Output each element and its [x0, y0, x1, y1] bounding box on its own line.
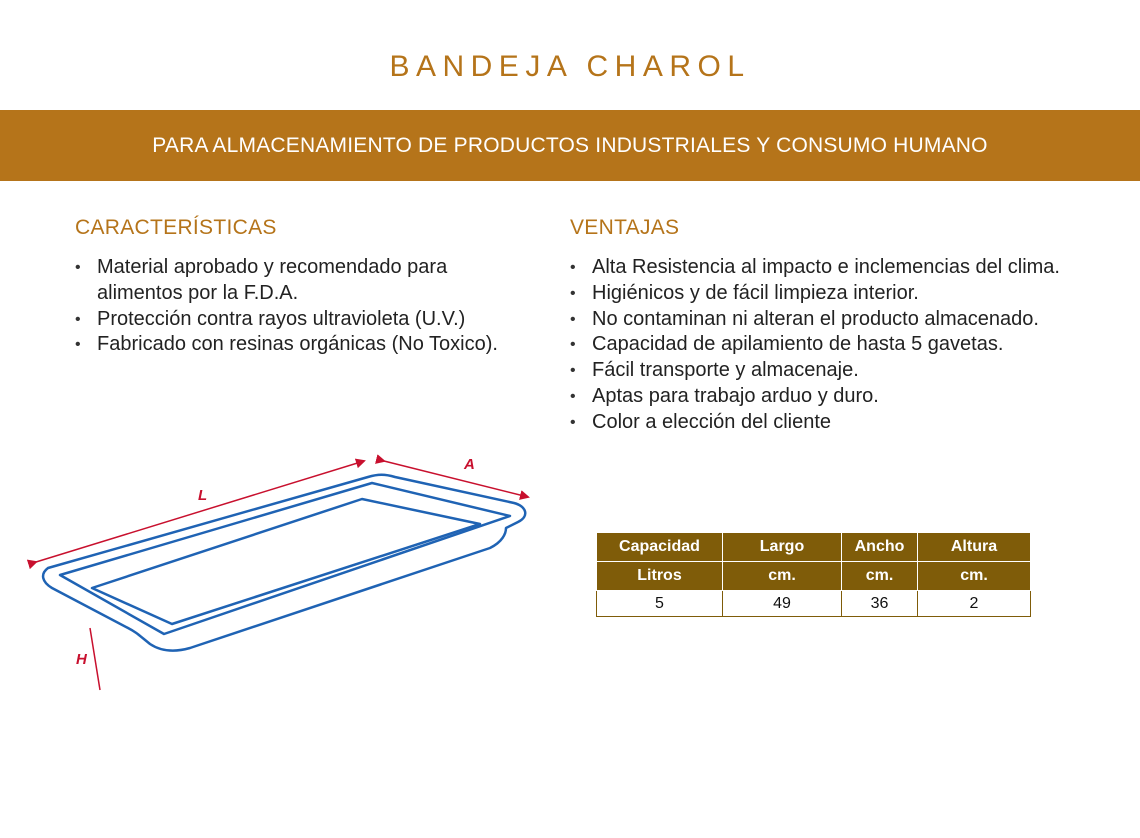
- length-label: L: [198, 487, 208, 504]
- value-cell: 49: [723, 591, 842, 617]
- tray-rim-inner: [60, 483, 510, 634]
- caracteristicas-heading: CARACTERÍSTICAS: [75, 216, 277, 239]
- height-label: H: [76, 651, 87, 668]
- table-units-row: [597, 562, 1031, 591]
- list-item: • Alta Resistencia al impacto e inclemencias del clima.: [570, 255, 1090, 281]
- header-cell: Largo: [723, 533, 842, 562]
- banner-text: PARA ALMACENAMIENTO DE PRODUCTOS INDUSTRIALES Y CONSUMO HUMANO: [152, 133, 988, 157]
- caracteristicas-list: [75, 255, 535, 358]
- list-item: • Aptas para trabajo arduo y duro.: [570, 384, 1090, 410]
- unit-cell: cm.: [918, 562, 1031, 591]
- header-cell: Altura: [918, 533, 1031, 562]
- table-row: [597, 591, 1031, 617]
- list-item: • Fácil transporte y almacenaje.: [570, 358, 1090, 384]
- tray-diagram: [0, 440, 560, 700]
- list-item: • No contaminan ni alteran el producto almacenado.: [570, 307, 1090, 333]
- ventajas-list: [570, 255, 1090, 436]
- ventajas-heading: VENTAJAS: [570, 216, 680, 239]
- list-item: • Capacidad de apilamiento de hasta 5 gavetas.: [570, 332, 1090, 358]
- value-cell: 5: [597, 591, 723, 617]
- unit-cell: cm.: [842, 562, 918, 591]
- tray-outline: [43, 475, 525, 651]
- list-item: • Fabricado con resinas orgánicas (No Toxico).: [75, 332, 535, 358]
- value-cell: 2: [918, 591, 1031, 617]
- length-arrow: [36, 461, 364, 562]
- unit-cell: cm.: [723, 562, 842, 591]
- list-item: • Protección contra rayos ultravioleta (U.V.): [75, 307, 535, 333]
- height-line: [90, 628, 100, 690]
- specs-table: [596, 532, 1031, 617]
- page-title: BANDEJA CHAROL: [389, 50, 751, 83]
- list-item: • Material aprobado y recomendado para alimentos por la F.D.A.: [75, 255, 535, 307]
- header-cell: Capacidad: [597, 533, 723, 562]
- list-item: • Higiénicos y de fácil limpieza interior.: [570, 281, 1090, 307]
- subtitle-banner: [0, 110, 1140, 181]
- list-item: • Color a elección del cliente: [570, 410, 1090, 436]
- header-cell: Ancho: [842, 533, 918, 562]
- unit-cell: Litros: [597, 562, 723, 591]
- width-label: A: [464, 456, 475, 473]
- table-header-row: [597, 533, 1031, 562]
- tray-basin: [92, 499, 480, 624]
- value-cell: 36: [842, 591, 918, 617]
